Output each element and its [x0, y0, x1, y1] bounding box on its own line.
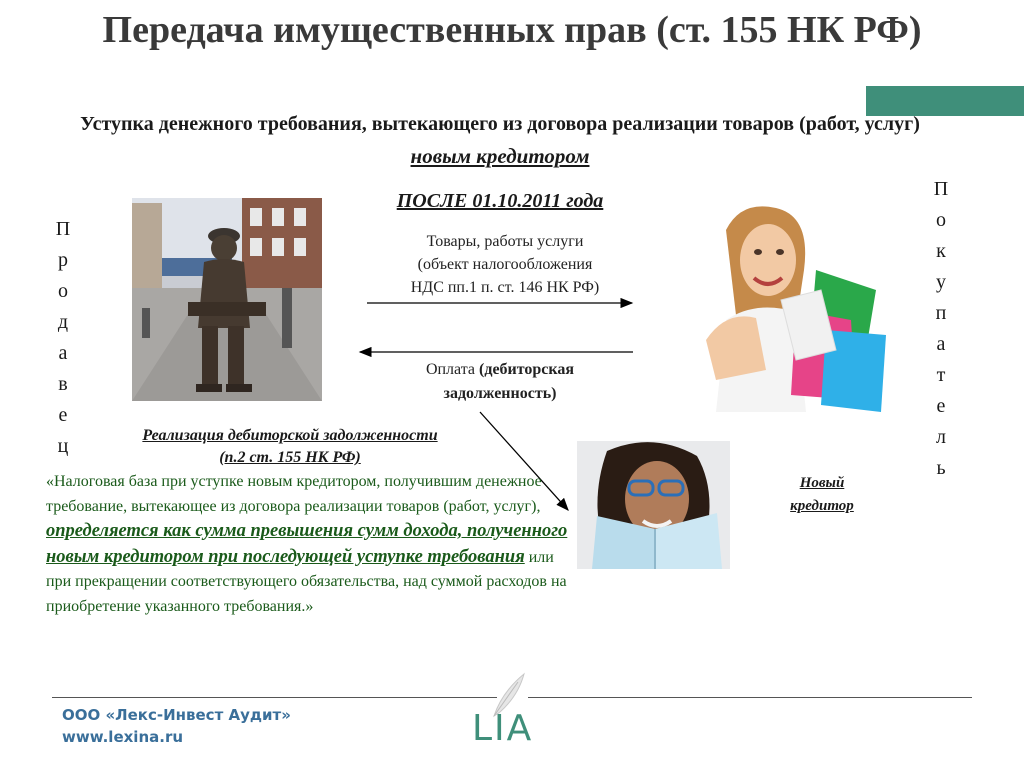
seller-label-letter: в: [58, 373, 68, 395]
company-website[interactable]: www.lexina.ru: [62, 728, 184, 746]
realization-heading: [100, 425, 480, 469]
seller-label-letter: о: [58, 280, 68, 302]
quote-part-1: «Налоговая база при уступке новым кредитором, получившим денежное требование, вытекающее из договора реализации товаров (работ, услуг),: [46, 473, 542, 515]
new-creditor-label: Новый кредитор: [790, 475, 854, 514]
buyer-label-letter: к: [936, 240, 946, 262]
company-name: ООО «Лекс-Инвест Аудит»: [62, 706, 291, 724]
realization-line-1: Реализация дебиторской задолженности: [142, 427, 438, 444]
slide-title: Передача имущественных прав (ст. 155 НК РФ): [102, 9, 922, 51]
company-logo: LIA: [472, 708, 534, 749]
realization-line-2: (п.2 ст. 155 НК РФ): [219, 449, 361, 466]
buyer-label-letter: о: [936, 209, 946, 231]
buyer-label-letter: П: [933, 178, 949, 200]
subtitle-emphasis: новым кредитором: [410, 144, 590, 168]
seller-label-letter: р: [58, 249, 68, 271]
subtitle-main: Уступка денежного требования, вытекающего из договора реализации товаров (работ, услуг): [80, 113, 920, 135]
seller-label-letter: ц: [57, 435, 69, 457]
buyer-label-letter: е: [936, 395, 946, 417]
tax-base-quote: [46, 470, 571, 619]
buyer-label-letter: у: [936, 271, 946, 293]
company-info: [62, 704, 291, 748]
footer-divider-right: [528, 697, 972, 698]
seller-label-letter: е: [58, 404, 68, 426]
buyer-label-letter: ь: [936, 457, 946, 479]
goods-line-3: НДС пп.1 п. ст. 146 НК РФ): [410, 279, 600, 296]
seller-label-letter: д: [57, 311, 69, 333]
buyer-label-letter: п: [935, 302, 947, 324]
payment-description: [370, 358, 630, 406]
quote-emphasis: определяется как сумма превышения сумм дохода, полученного новым кредитором при последующей уступке требования: [46, 521, 568, 567]
payment-word: Оплата: [425, 361, 476, 378]
seller-label-letter: П: [55, 218, 71, 240]
buyer-label-letter: л: [936, 426, 946, 448]
seller-label-letter: а: [58, 342, 68, 364]
buyer-label-letter: т: [936, 364, 946, 386]
goods-line-1: Товары, работы услуги: [426, 233, 584, 250]
goods-line-2: (объект налогообложения: [417, 256, 593, 273]
buyer-label-letter: а: [936, 333, 946, 355]
after-date-heading: ПОСЛЕ 01.10.2011 года: [396, 190, 604, 212]
footer-divider-left: [52, 697, 497, 698]
quote-part-2: или при прекращении соответствующего обязательства, над суммой расходов на приобретение указанного требования.»: [46, 548, 567, 615]
payment-receivable: (дебиторская задолженность): [443, 361, 575, 402]
